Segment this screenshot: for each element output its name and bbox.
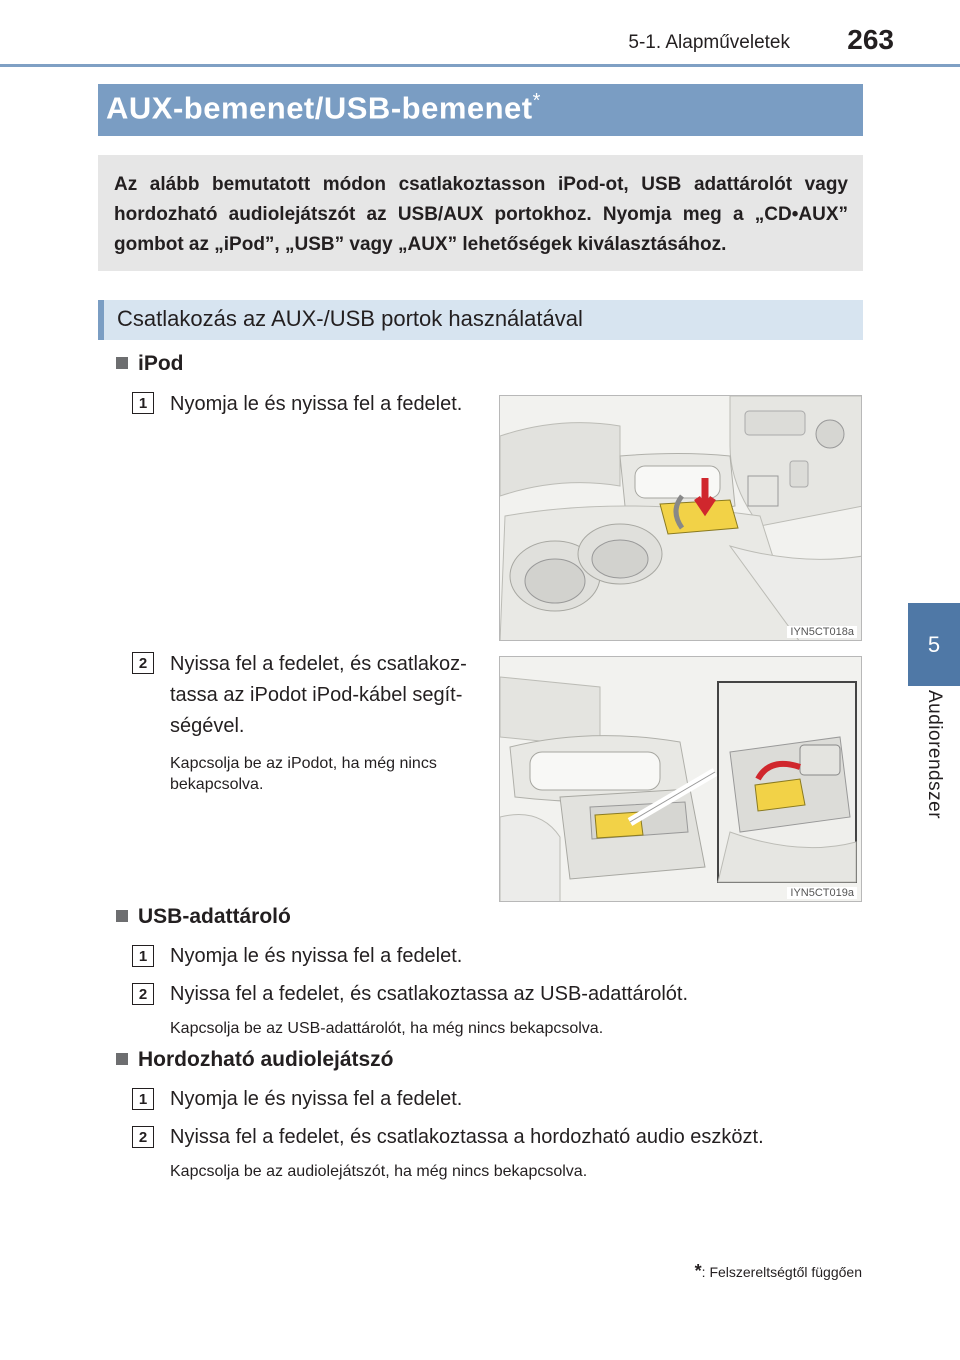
usb-heading [116, 905, 291, 929]
ipod-step1: Nyomja le és nyissa fel a fedelet. [170, 393, 463, 415]
ipod-step2-line1: Nyissa fel a fedelet, és csatlakoz- [170, 653, 467, 675]
console-connect-illustration [500, 657, 862, 902]
header-rule [0, 64, 960, 67]
footnote [695, 1261, 862, 1282]
portable-step2: Nyissa fel a fedelet, és csatlakoztassa a hordozható audio eszközt. [170, 1126, 764, 1148]
subheading: Csatlakozás az AUX-/USB portok használatával [117, 306, 583, 331]
bullet-square-icon [116, 357, 128, 369]
portable-step1: Nyomja le és nyissa fel a fedelet. [170, 1088, 463, 1110]
step-badge: 2 [132, 983, 154, 1005]
figure-code: IYN5CT019a [787, 887, 857, 899]
usb-step2: Nyissa fel a fedelet, és csatlakoztassa az USB-adattárolót. [170, 983, 689, 1005]
bullet-square-icon [116, 910, 128, 922]
ipod-step2-note-line2: bekapcsolva. [170, 776, 264, 793]
portable-heading [116, 1048, 394, 1072]
chapter-tab-label [908, 690, 960, 850]
figure-console-cover [499, 395, 862, 641]
intro-text: Az alább bemutatott módon csatlakoztasson iPod-ot, USB adattárolót vagy hordozható audiolejátszót az USB/AUX portokhoz. Nyomja meg a „CD•AUX” gombot az „iPod”, „USB” vagy „AUX” lehetőségek kiválasztásához. [114, 174, 848, 255]
footnote-text: : Felszereltségtől függően [701, 1264, 862, 1280]
intro-box [98, 155, 863, 271]
usb-note: Kapcsolja be az USB-adattárolót, ha még nincs bekapcsolva. [170, 1020, 604, 1037]
figure-console-connect [499, 656, 862, 902]
ipod-step2-line2: tassa az iPodot iPod-kábel segít- [170, 684, 463, 706]
console-illustration [500, 396, 862, 641]
footnote-marker: * [694, 1261, 702, 1281]
portable-note: Kapcsolja be az audiolejátszót, ha még nincs bekapcsolva. [170, 1163, 588, 1180]
ipod-heading [116, 352, 184, 376]
step-badge: 2 [132, 1126, 154, 1148]
page-heading [106, 90, 541, 126]
ipod-step2-line3: ségével. [170, 715, 245, 737]
ipod-step2-note-line1: Kapcsolja be az iPodot, ha még nincs [170, 755, 437, 772]
usb-step1: Nyomja le és nyissa fel a fedelet. [170, 945, 463, 967]
step-badge: 1 [132, 1088, 154, 1110]
step-badge: 2 [132, 652, 154, 674]
figure-code: IYN5CT018a [787, 626, 857, 638]
bullet-square-icon [116, 1053, 128, 1065]
portable-heading-text: Hordozható audiolejátszó [138, 1048, 394, 1071]
asterisk-marker: * [532, 90, 541, 112]
step-badge: 1 [132, 945, 154, 967]
step-badge: 1 [132, 392, 154, 414]
chapter-tab-number[interactable]: 5 [908, 603, 960, 686]
chapter-tab-label-text: Audiorendszer [924, 690, 945, 820]
section-title: 5-1. Alapműveletek [628, 32, 790, 53]
page-number: 263 [847, 24, 894, 55]
page-heading-text: AUX-bemenet/USB-bemenet [106, 90, 533, 126]
ipod-heading-text: iPod [138, 352, 184, 375]
usb-heading-text: USB-adattároló [138, 905, 291, 928]
